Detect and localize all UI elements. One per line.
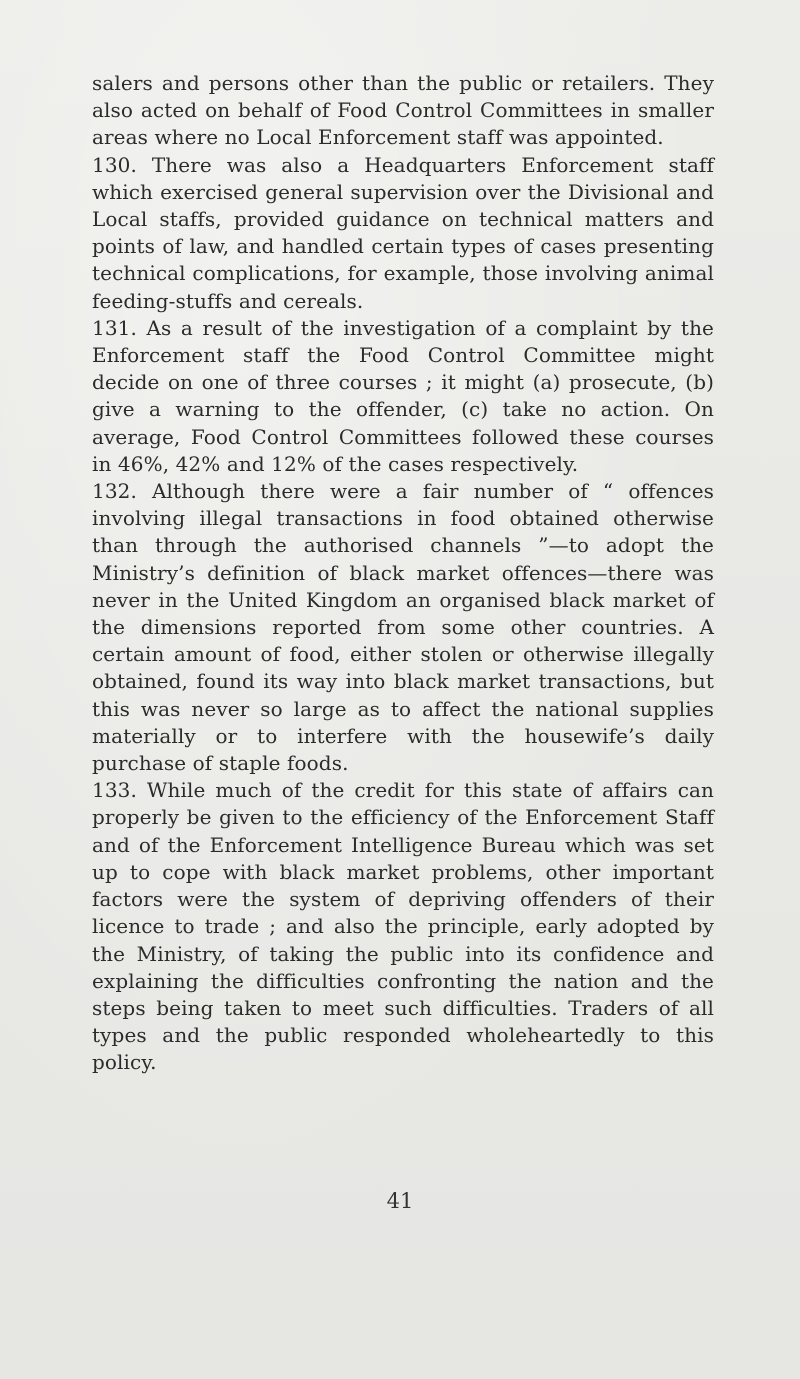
paragraph-130: 130. There was also a Headquarters Enforcement staff which exercised general supervision over the Divisional and Local staffs, provided guidance on technical matters and points of law, and handled certain types of cases presenting technical complications, for example, those involving animal feeding-stuffs and cereals.: [92, 152, 714, 313]
body-text: [92, 70, 714, 1077]
page-number: 41: [386, 1189, 414, 1213]
paragraph-133: 133. While much of the credit for this state of affairs can properly be given to the efficiency of the Enforcement Staff and of the Enforcement Intelligence Bureau which was set up to cope with black market problems, other important factors were the system of depriving offenders of their licence to trade ; and also the principle, early adopted by the Ministry, of taking the public into its confidence and explaining the difficulties confronting the nation and the steps being taken to meet such difficulties. Traders of all types and the public responded wholeheartedly to this policy.: [92, 778, 714, 1075]
paragraph-continuation: salers and persons other than the public or retailers. They also acted on behalf of Food Control Committees in smaller areas where no Local Enforcement staff was appointed.: [92, 71, 714, 150]
paragraph-132: 132. Although there were a fair number of “ offences involving illegal transactions in food obtained otherwise than through the authorised channels ”—to adopt the Ministry’s definition of black market offences—there was never in the United Kingdom an organised black market of the dimensions reported from some other countries. A certain amount of food, either stolen or otherwise illegally obtained, found its way into black market transactions, but this was never so large as to affect the national supplies materially or to interfere with the housewife’s daily purchase of staple foods.: [92, 479, 714, 776]
paragraph-131: 131. As a result of the investigation of a complaint by the Enforcement staff the Food Control Committee might decide on one of three courses ; it might (a) prosecute, (b) give a warning to the offender, (c) take no action. On average, Food Control Committees followed these courses in 46%, 42% and 12% of the cases respectively.: [92, 315, 714, 476]
